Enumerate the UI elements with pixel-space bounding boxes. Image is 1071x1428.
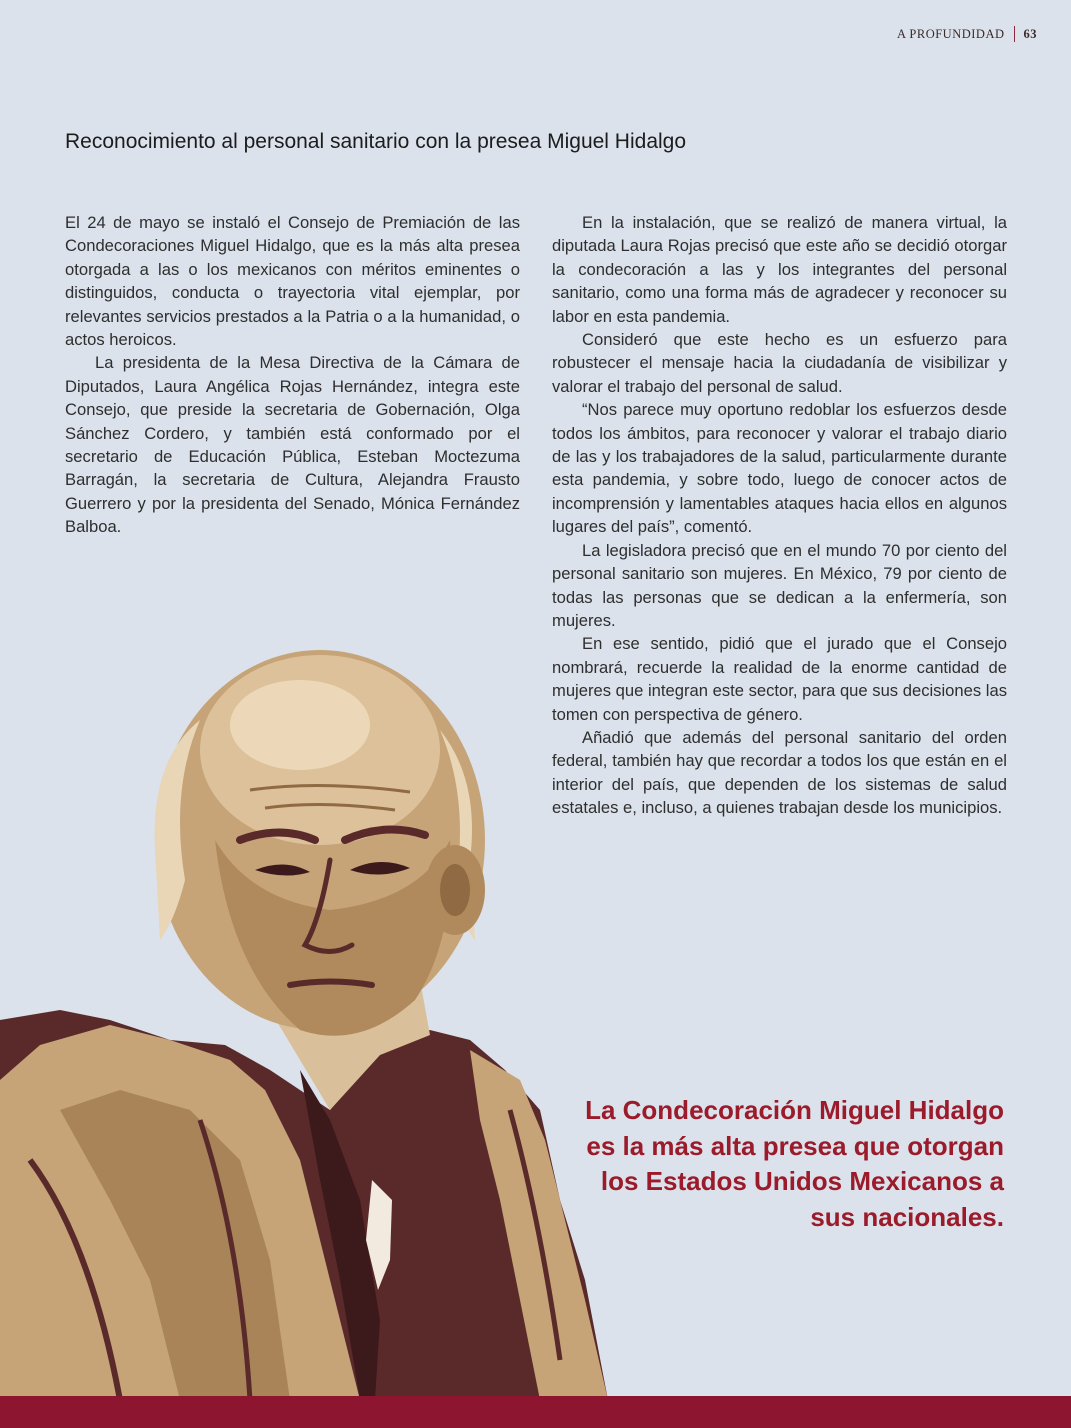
paragraph: En la instalación, que se realizó de manera virtual, la diputada Laura Rojas precisó que este año se decidió otorgar la condecoración a las y los integrantes del personal sanitario, como una forma más de agradecer y reconocer su labor en esta pandemia. <box>552 213 1007 326</box>
paragraph: En ese sentido, pidió que el jurado que el Consejo nombrará, recuerde la realidad de la enorme cantidad de mujeres que integran este sector, para que sus decisiones las tomen con perspectiva de género. <box>552 634 1007 724</box>
paragraph: “Nos parece muy oportuno redoblar los esfuerzos desde todos los ámbitos, para reconocer y valorar el trabajo diario de las y los trabajadores de la salud, particularmente durante esta pandemia, y sobre todo, luego de conocer actos de incomprensión y lamentables ataques hacia ellos en algunos lugares del país”, comentó. <box>552 400 1007 537</box>
header-divider <box>1014 26 1015 42</box>
paragraph: La legisladora precisó que en el mundo 70 por ciento del personal sanitario son mujeres. En México, 79 por ciento de todas las personas que se dedican a la enfermería, son mujeres. <box>552 540 1007 630</box>
paragraph: Añadió que además del personal sanitario del orden federal, también hay que recordar a todos los que están en el interior del país, que dependen de los sistemas de salud estatales e, incluso, a quienes trabajan desde los municipios. <box>552 727 1007 818</box>
page-number: 63 <box>1023 26 1037 41</box>
footer-band <box>0 1396 1071 1428</box>
portrait-illustration <box>0 640 640 1400</box>
section-label: A PROFUNDIDAD <box>896 26 1005 41</box>
article-title: Reconocimiento al personal sanitario con la presea Miguel Hidalgo <box>65 130 687 153</box>
paragraph: La presidenta de la Mesa Directiva de la Cámara de Diputados, Laura Angélica Rojas Hernández, integra este Consejo, que preside la secretaria de Gobernación, Olga Sánchez Cordero, y también está conformado por el secretario de Educación Pública, Esteban Moctezuma Barragán, la secretaria de Cultura, Alejandra Frausto Guerrero y por la presidenta del Senado, Mónica Fernández Balboa. <box>65 353 520 537</box>
paragraph: Consideró que este hecho es un esfuerzo para robustecer el mensaje hacia la ciudadanía de visibilizar y valorar el trabajo del personal de salud. <box>552 330 1007 396</box>
paragraph: El 24 de mayo se instaló el Consejo de Premiación de las Condecoraciones Miguel Hidalgo, que es la más alta presea otorgada a las o los mexicanos con méritos eminentes o distinguidos, conducta o trayectoria vital ejemplar, por relevantes servicios prestados a la Patria o a la humanidad, o actos heroicos. <box>65 213 520 350</box>
running-header <box>897 26 1037 42</box>
left-column <box>65 211 520 539</box>
pull-quote: La Condecoración Miguel Hidalgo es la más alta presea que otorgan los Estados Unidos Mexicanos a sus nacionales. <box>585 1095 1004 1232</box>
